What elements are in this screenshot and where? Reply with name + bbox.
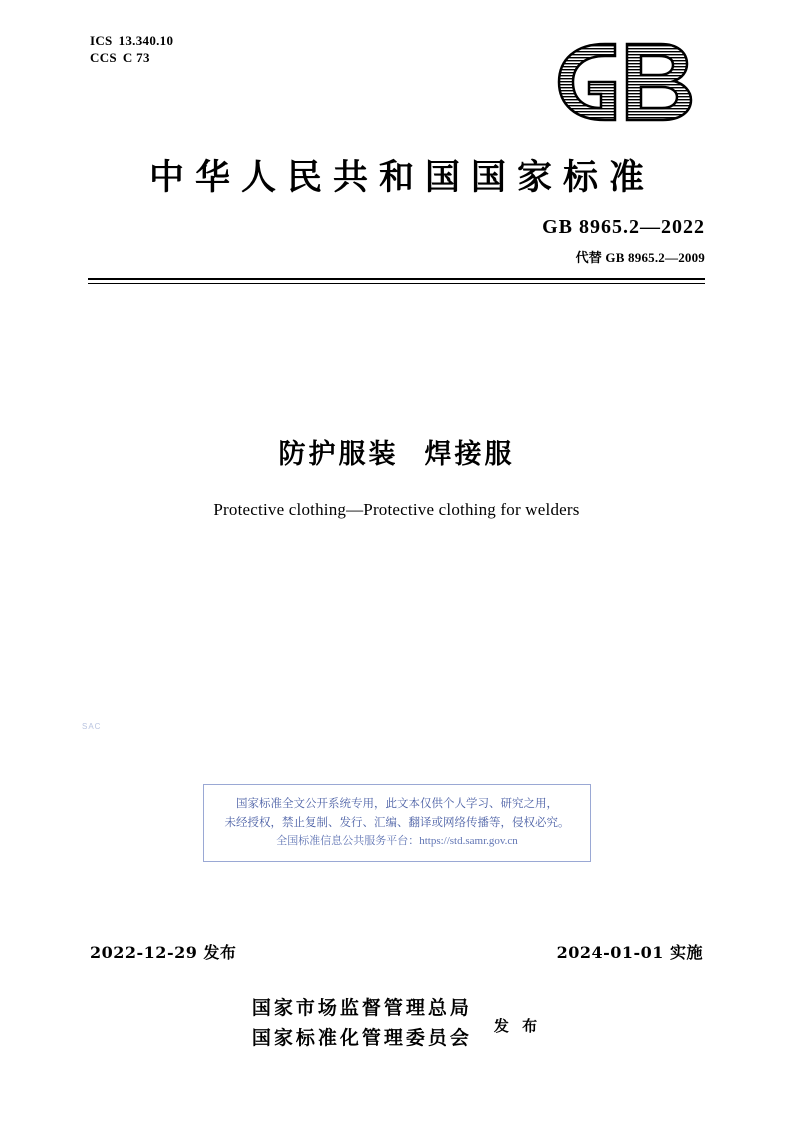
notice-line-2: 未经授权，禁止复制、发行、汇编、翻译或网络传播等，侵权必究。 [224, 815, 570, 829]
ics-value: 13.340.10 [118, 33, 174, 48]
document-title-english: Protective clothing—Protective clothing for welders [213, 500, 580, 519]
issue-date: 2022-12-29 发布 [90, 943, 237, 962]
divider-top [88, 278, 705, 280]
gb-logo-icon [545, 36, 705, 128]
document-title-part1: 防护服装 [278, 439, 399, 470]
ccs-value: C 73 [122, 50, 150, 65]
divider-bottom [88, 283, 705, 284]
issuer-name-2: 国家标准化管理委员会 [251, 1027, 472, 1049]
ccs-label: CCS [90, 50, 117, 65]
notice-line-3: 全国标准信息公共服务平台：https://std.samr.gov.cn [276, 835, 518, 847]
classification-codes [90, 32, 173, 66]
page-title: 中华人民共和国国家标准 [148, 157, 655, 198]
copyright-notice-box [203, 784, 591, 862]
standard-replaces: 代替 GB 8965.2—2009 [575, 250, 705, 265]
issuer-names [252, 993, 472, 1053]
ccs-code-row [90, 49, 173, 66]
publish-label: 发 布 [493, 1016, 542, 1035]
implementation-date: 2024-01-01 实施 [556, 943, 703, 962]
standard-number-block [542, 216, 705, 266]
issuing-authority [0, 993, 793, 1053]
ics-code-row [90, 32, 173, 49]
notice-line-1: 国家标准全文公开系统专用，此文本仅供个人学习、研究之用， [236, 796, 558, 810]
issuer-name-1: 国家市场监督管理总局 [251, 997, 472, 1019]
document-title-part2: 焊接服 [424, 439, 515, 470]
standard-number: GB 8965.2—2022 [542, 216, 705, 238]
document-title [0, 432, 793, 471]
ics-label: ICS [90, 33, 113, 48]
sac-watermark: SAC [82, 722, 102, 731]
